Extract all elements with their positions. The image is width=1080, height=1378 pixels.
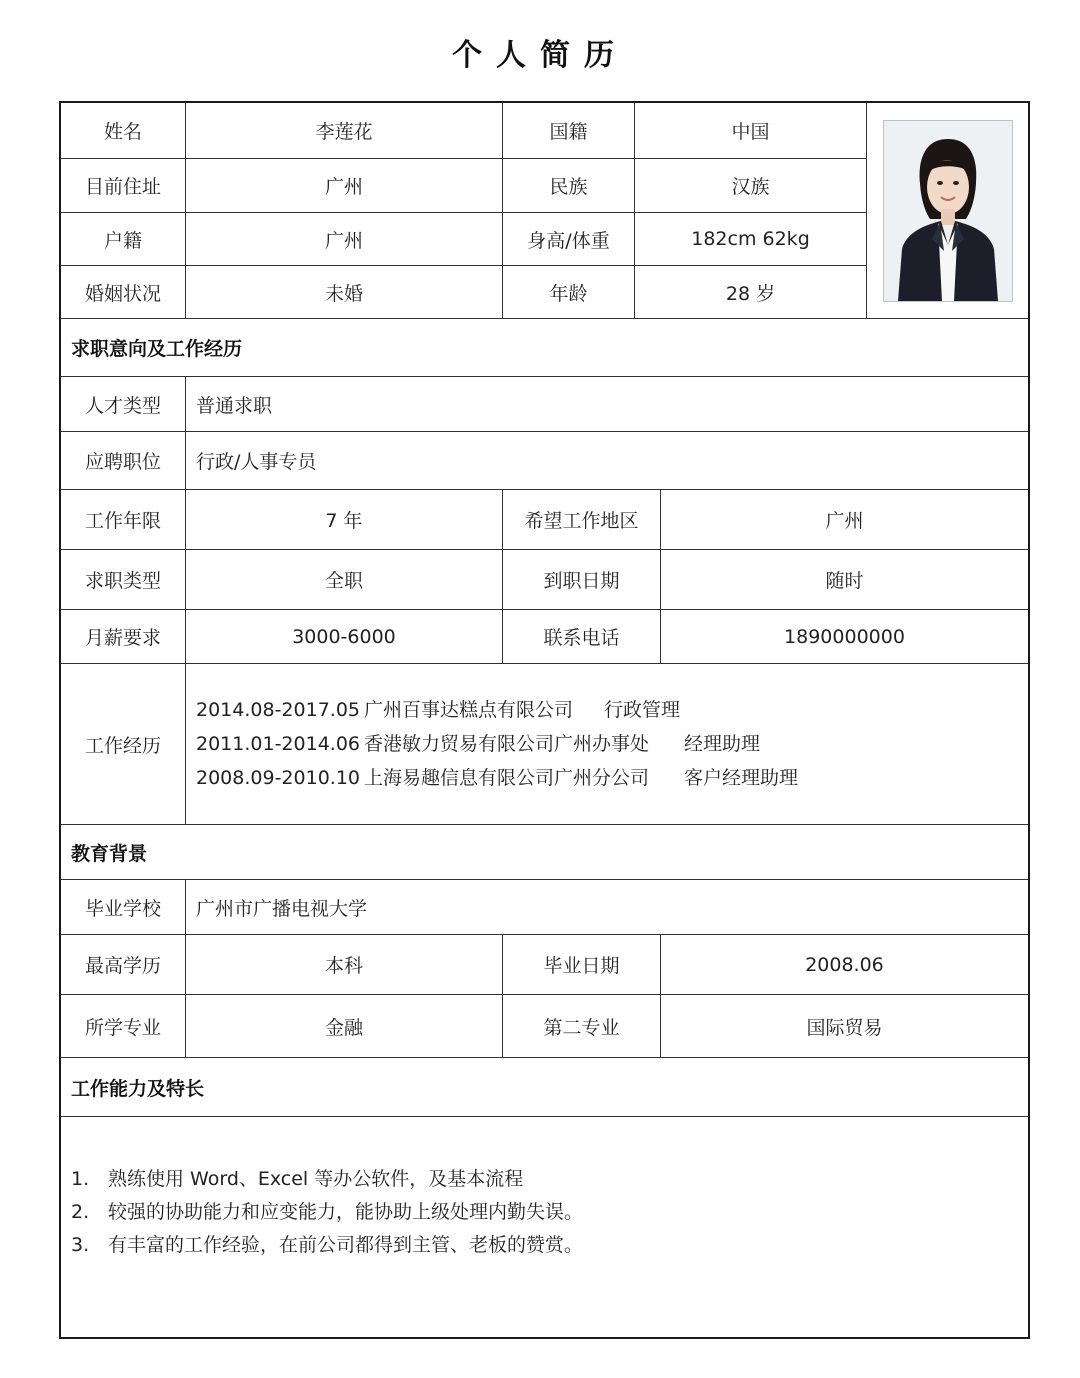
experience-item (196, 727, 1028, 761)
years-value: 7 年 (186, 490, 503, 550)
start-label: 到职日期 (503, 550, 661, 610)
experience-role: 行政管理 (604, 699, 681, 721)
experience-list (186, 664, 1028, 825)
skill-item (71, 1229, 1011, 1262)
job-type-label: 求职类型 (61, 550, 186, 610)
second-major-label: 第二专业 (503, 995, 661, 1058)
experience-period: 2014.08-2017.05 (196, 699, 360, 721)
school-value: 广州市广播电视大学 (186, 880, 1028, 935)
experience-role: 经理助理 (684, 733, 761, 755)
experience-company: 广州百事达糕点有限公司 (364, 699, 574, 721)
talent-type-value: 普通求职 (186, 377, 1028, 432)
skill-item (71, 1163, 1011, 1196)
job-section-heading: 求职意向及工作经历 (61, 319, 1028, 377)
degree-value: 本科 (186, 935, 503, 995)
school-label: 毕业学校 (61, 880, 186, 935)
salary-value: 3000-6000 (186, 610, 503, 664)
skill-item (71, 1196, 1011, 1229)
marital-label: 婚姻状况 (61, 266, 186, 319)
residence-value: 广州 (186, 159, 503, 213)
skill-number: 2. (71, 1201, 90, 1223)
experience-item (196, 761, 1028, 795)
skill-number: 1. (71, 1168, 90, 1190)
ethnicity-label: 民族 (503, 159, 635, 213)
name-value: 李莲花 (186, 103, 503, 159)
page-title: 个人简历 (452, 38, 628, 73)
skill-text: 熟练使用 Word、Excel 等办公软件，及基本流程 (108, 1168, 524, 1190)
nationality-value: 中国 (635, 103, 867, 159)
degree-label: 最高学历 (61, 935, 186, 995)
height-weight-value: 182cm 62kg (635, 213, 867, 266)
age-value: 28 岁 (635, 266, 867, 319)
profile-photo (883, 120, 1013, 302)
experience-item (196, 693, 1028, 727)
grad-date-value: 2008.06 (661, 935, 1028, 995)
experience-role: 客户经理助理 (684, 767, 799, 789)
height-weight-label: 身高/体重 (503, 213, 635, 266)
nationality-label: 国籍 (503, 103, 635, 159)
skills-list (71, 1163, 1011, 1262)
experience-label: 工作经历 (61, 664, 186, 825)
hukou-value: 广州 (186, 213, 503, 266)
education-heading: 教育背景 (61, 825, 1028, 880)
skill-number: 3. (71, 1234, 90, 1256)
location-label: 希望工作地区 (503, 490, 661, 550)
phone-label: 联系电话 (503, 610, 661, 664)
phone-value: 1890000000 (661, 610, 1028, 664)
major-value: 金融 (186, 995, 503, 1058)
age-label: 年龄 (503, 266, 635, 319)
start-value: 随时 (661, 550, 1028, 610)
position-label: 应聘职位 (61, 432, 186, 490)
name-label: 姓名 (61, 103, 186, 159)
ethnicity-value: 汉族 (635, 159, 867, 213)
photo-cell (867, 103, 1028, 319)
hukou-label: 户籍 (61, 213, 186, 266)
resume-table (59, 101, 1030, 1339)
position-value: 行政/人事专员 (186, 432, 1028, 490)
job-type-value: 全职 (186, 550, 503, 610)
years-label: 工作年限 (61, 490, 186, 550)
talent-type-label: 人才类型 (61, 377, 186, 432)
skills-heading: 工作能力及特长 (61, 1058, 1028, 1117)
major-label: 所学专业 (61, 995, 186, 1058)
experience-company: 上海易趣信息有限公司广州分公司 (364, 767, 650, 789)
skill-text: 较强的协助能力和应变能力，能协助上级处理内勤失误。 (108, 1201, 584, 1223)
location-value: 广州 (661, 490, 1028, 550)
experience-period: 2011.01-2014.06 (196, 733, 360, 755)
residence-label: 目前住址 (61, 159, 186, 213)
skill-text: 有丰富的工作经验，在前公司都得到主管、老板的赞赏。 (108, 1234, 584, 1256)
second-major-value: 国际贸易 (661, 995, 1028, 1058)
experience-company: 香港敏力贸易有限公司广州办事处 (364, 733, 650, 755)
salary-label: 月薪要求 (61, 610, 186, 664)
experience-period: 2008.09-2010.10 (196, 767, 360, 789)
grad-date-label: 毕业日期 (503, 935, 661, 995)
marital-value: 未婚 (186, 266, 503, 319)
portrait-icon (884, 121, 1012, 301)
